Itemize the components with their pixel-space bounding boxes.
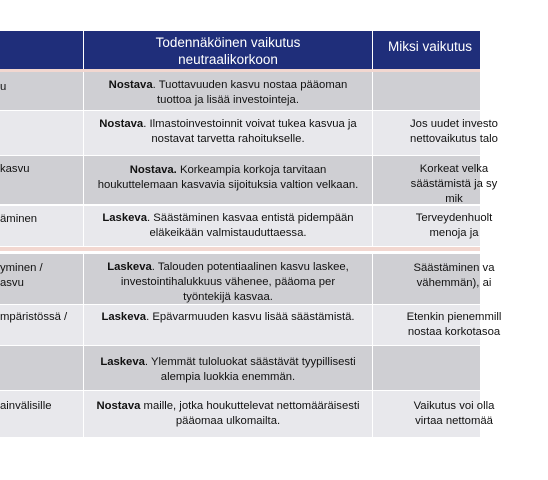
column-divider — [372, 305, 373, 345]
impact-cell — [85, 310, 371, 325]
reason-text: Vaikutus voi olla — [413, 400, 495, 412]
impact-text: tuottoa ja lisää investointeja. — [157, 94, 299, 106]
impact-text: alempia luokkia enemmän. — [160, 371, 296, 383]
impact-direction: Nostava. — [129, 164, 177, 176]
factor-cell — [0, 80, 82, 95]
factor-text: mpäristössä / — [0, 311, 68, 323]
impact-cell — [85, 399, 371, 429]
impact-direction: Laskeva — [100, 356, 145, 368]
header-impact-line1: Todennäköinen vaikutus — [155, 34, 301, 50]
factor-cell — [0, 310, 82, 325]
reason-text: menoja ja — [429, 227, 479, 239]
impact-cell — [85, 260, 371, 305]
column-divider — [83, 305, 84, 345]
impact-direction: Laskeva — [101, 311, 147, 323]
impact-text: investointihalukkuus vähenee, pääoma per — [120, 276, 336, 288]
column-divider — [372, 346, 373, 390]
impact-text: pääomaa ulkomailta. — [175, 415, 281, 427]
impact-text: työntekijä kasvaa. — [183, 291, 273, 303]
impact-cell — [85, 78, 371, 108]
column-divider — [372, 254, 373, 304]
column-divider — [372, 391, 373, 437]
impact-text: nostavat tarvetta rahoitukselle. — [151, 133, 305, 145]
header-impact-line2: neutraalikorkoon — [178, 51, 278, 67]
impact-direction: Laskeva — [107, 261, 152, 273]
reason-text: säästämistä ja sy — [410, 178, 498, 190]
factor-cell — [0, 261, 82, 291]
impact-text: . Talouden potentiaalinen kasvu laskee, — [151, 261, 349, 273]
column-divider — [83, 72, 84, 110]
reason-cell — [374, 399, 534, 429]
impact-text: eläkeikään valmistauduttaessa. — [149, 227, 307, 239]
reason-cell — [374, 117, 534, 147]
impact-cell — [85, 355, 371, 385]
factor-text: yminen / — [0, 262, 43, 274]
factor-text: asvu — [0, 277, 24, 289]
reason-text: vähemmän), ai — [416, 277, 492, 289]
reason-cell — [374, 162, 534, 207]
impact-text: . Epävarmuuden kasvu lisää säästämistä. — [146, 311, 355, 323]
impact-cell — [85, 163, 371, 193]
header-impact — [84, 31, 372, 70]
column-divider — [83, 111, 84, 155]
factor-text: ainvälisille — [0, 400, 52, 412]
column-divider — [83, 206, 84, 246]
header-why: Miksi vaikutus — [388, 38, 473, 54]
reason-text: nettovaikutus talo — [410, 133, 498, 145]
reason-text: virtaa nettomää — [415, 415, 493, 427]
column-divider — [83, 156, 84, 204]
impact-direction: Nostava — [99, 118, 144, 130]
reason-cell — [374, 211, 534, 241]
impact-cell — [85, 117, 371, 147]
column-divider — [372, 156, 373, 204]
impact-text: Korkeampia korkoja tarvitaan — [176, 164, 327, 176]
impact-text: . Ilmastoinvestoinnit voivat tukea kasvua ja — [143, 118, 357, 130]
impact-direction: Nostava — [96, 400, 141, 412]
impact-cell — [85, 211, 371, 241]
column-divider — [83, 254, 84, 304]
reason-cell — [374, 261, 534, 291]
header-divider — [83, 31, 84, 70]
reason-text: Säästäminen va — [413, 262, 495, 274]
reason-cell — [374, 310, 534, 340]
factor-text: äminen — [0, 213, 38, 225]
reason-text: mik — [445, 193, 463, 205]
impact-text: . Ylemmät tuloluokat säästävät tyypillisesti — [144, 356, 356, 368]
impact-direction: Laskeva — [102, 212, 147, 224]
column-divider — [83, 346, 84, 390]
column-divider — [372, 206, 373, 246]
column-divider — [372, 111, 373, 155]
factor-text: kasvu — [0, 163, 30, 175]
header-divider — [372, 31, 373, 70]
impact-text: maille, jotka houkuttelevat nettomääräisesti — [140, 400, 360, 412]
reason-text: nostaa korkotasoa — [407, 326, 501, 338]
reason-text: Terveydenhuolt — [415, 212, 493, 224]
impact-text: houkuttelemaan kasvavia sijoituksia valtion velkaan. — [97, 179, 359, 191]
factor-text: u — [0, 81, 7, 93]
impact-text: . Tuottavuuden kasvu nostaa pääoman — [152, 79, 348, 91]
factor-cell — [0, 162, 82, 177]
section-separator — [0, 247, 480, 251]
column-divider — [372, 72, 373, 110]
factor-cell — [0, 399, 82, 414]
impact-direction: Nostava — [108, 79, 153, 91]
impact-text: . Säästäminen kasvaa entistä pidempään — [146, 212, 354, 224]
column-divider — [83, 391, 84, 437]
reason-text: Etenkin pienemmill — [406, 311, 502, 323]
reason-text: Jos uudet investo — [410, 118, 498, 130]
table-header — [0, 31, 480, 70]
reason-text: Korkeat velka — [419, 163, 489, 175]
factor-cell — [0, 212, 82, 227]
